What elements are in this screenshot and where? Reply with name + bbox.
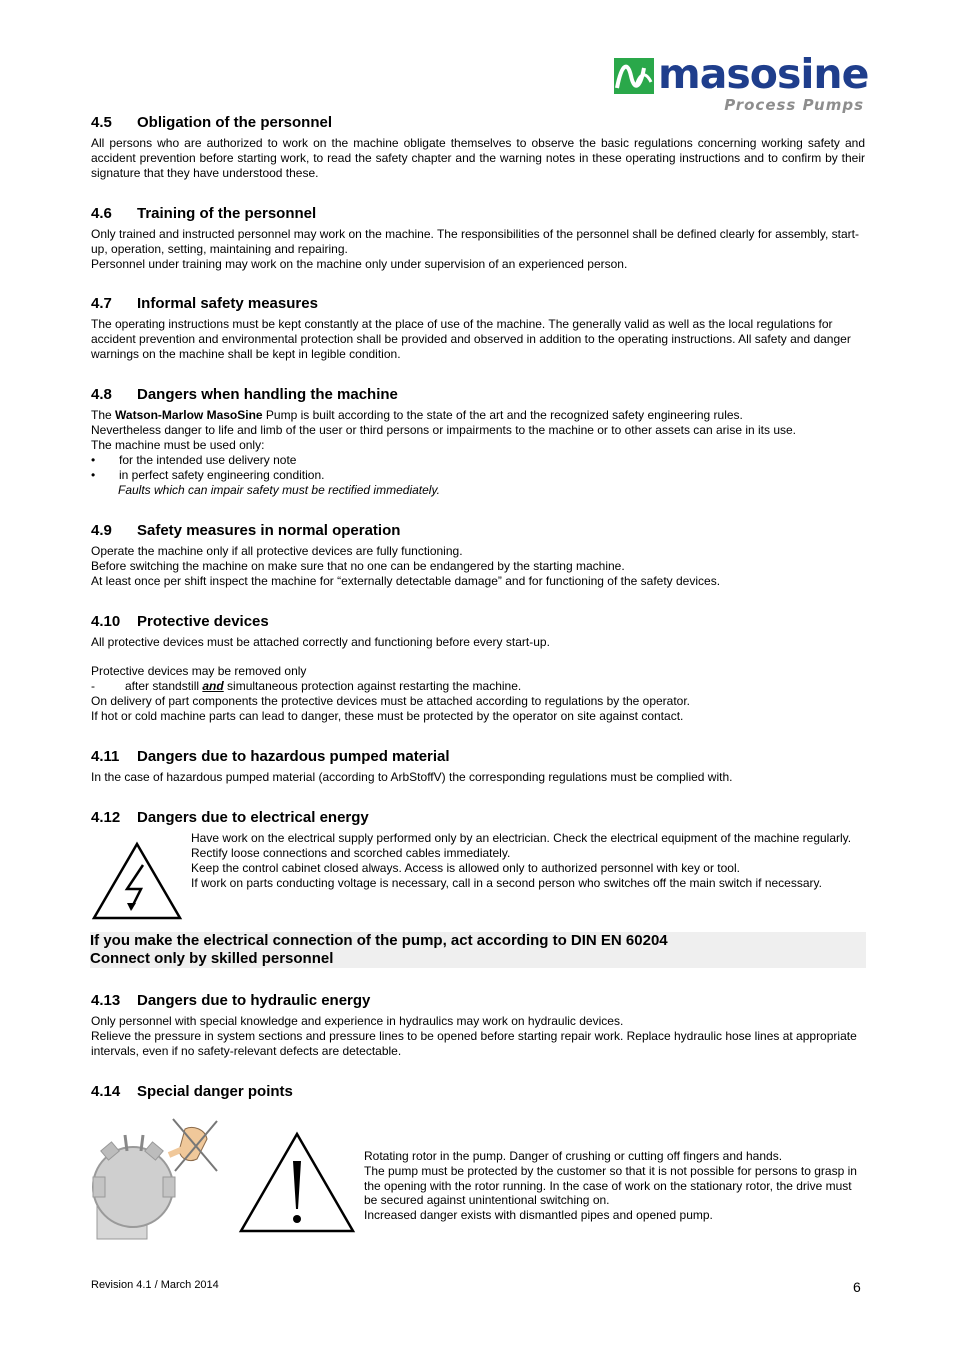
paragraph: All persons who are authorized to work on the machine obligate themselves to observe the basic regulations concerning working safety and accident prevention before starting work, to read the safety chapter and the warning notes in these operating instructions and to confirm by their signature that they have understood these. <box>91 136 865 180</box>
pump-hand-danger-icon <box>85 1115 225 1243</box>
paragraph: Protective devices may be removed only <box>91 664 307 679</box>
page-number: 6 <box>853 1279 861 1295</box>
paragraph: On delivery of part components the protective devices must be attached according to regulations by the operator. <box>91 694 691 709</box>
section-4-6 <box>91 205 865 272</box>
general-danger-warning-icon <box>237 1131 357 1241</box>
section-4-12 <box>91 809 865 968</box>
section-4-10 <box>91 613 865 725</box>
list-item: • for the intended use delivery note <box>91 452 297 467</box>
masosine-logo <box>614 50 869 116</box>
paragraph: Personnel under training may work on the machine only under supervision of an experienced person. <box>91 256 628 271</box>
electrical-warning-banner: If you make the electrical connection of the pump, act according to DIN EN 60204 Connect only by skilled personnel <box>90 932 866 968</box>
section-4-8 <box>91 386 865 498</box>
revision-footer: Revision 4.1 / March 2014 <box>91 1279 219 1291</box>
paragraph: Increased danger exists with dismantled pipes and opened pump. <box>364 1208 713 1223</box>
paragraph: The Watson-Marlow MasoSine Pump is built according to the state of the art and the recognized safety engineering rules. <box>91 408 743 423</box>
paragraph: Before switching the machine on make sure that no one can be endangered by the starting machine. <box>91 558 625 573</box>
paragraph: In the case of hazardous pumped material (according to ArbStoffV) the corresponding regulations must be complied with. <box>91 770 733 785</box>
section-heading: 4.11 Dangers due to hazardous pumped material <box>91 748 450 766</box>
paragraph: The machine must be used only: <box>91 437 265 452</box>
high-voltage-warning-icon <box>91 831 191 926</box>
paragraph: If hot or cold machine parts can lead to danger, these must be protected by the operator on site against contact. <box>91 709 684 724</box>
section-heading: 4.7 Informal safety measures <box>91 295 318 313</box>
paragraph: Relieve the pressure in system sections and pressure lines to be opened before starting repair work. Replace hydraulic hose lines at appropriate intervals, even if no safety-relevant defects are detectable. <box>91 1028 857 1058</box>
wave-logo-icon <box>614 58 654 94</box>
section-heading: 4.13 Dangers due to hydraulic energy <box>91 992 371 1010</box>
section-heading: 4.9 Safety measures in normal operation <box>91 521 401 539</box>
paragraph: Only personnel with special knowledge and experience in hydraulics may work on hydraulic devices. <box>91 1014 624 1029</box>
list-item: • in perfect safety engineering condition. <box>91 467 325 482</box>
paragraph: All protective devices must be attached correctly and functioning before every start-up. <box>91 634 550 649</box>
paragraph: Keep the control cabinet closed always. Access is allowed only to authorized personnel with key or tool. <box>191 860 740 875</box>
italic-note: Faults which can impair safety must be rectified immediately. <box>118 482 440 497</box>
section-heading: 4.10 Protective devices <box>91 612 269 630</box>
section-heading: 4.5 Obligation of the personnel <box>91 114 332 131</box>
section-heading: 4.14 Special danger points <box>91 1082 293 1100</box>
paragraph: Nevertheless danger to life and limb of the user or third persons or impairments to the machine or to other assets can arise in its use. <box>91 423 797 438</box>
section-4-7 <box>91 295 865 362</box>
list-item: - after standstill and simultaneous protection against restarting the machine. <box>91 679 522 694</box>
logo-subtitle: Process Pumps <box>724 96 864 114</box>
logo-wordmark: masosine <box>658 50 869 98</box>
paragraph: The pump must be protected by the customer so that it is not possible for persons to grasp in the opening with the rotor running. In the case of work on the stationary rotor, the drive must be secured against unintentional switching on. <box>364 1163 857 1208</box>
section-4-13 <box>91 992 865 1059</box>
paragraph: Rotating rotor in the pump. Danger of crushing or cutting off fingers and hands. <box>364 1148 783 1163</box>
section-4-5 <box>91 114 865 181</box>
paragraph: At least once per shift inspect the machine for “externally detectable damage” and for functioning of the safety devices. <box>91 573 721 588</box>
section-heading: 4.8 Dangers when handling the machine <box>91 386 398 404</box>
section-heading: 4.6 Training of the personnel <box>91 204 317 222</box>
section-4-14 <box>91 1083 865 1243</box>
section-4-9 <box>91 522 865 589</box>
section-heading: 4.12 Dangers due to electrical energy <box>91 809 369 827</box>
paragraph: Have work on the electrical supply performed only by an electrician. Check the electrical equipment of the machine regularly. Rectify loose connections and scorched cables immediately. <box>191 831 852 860</box>
section-4-11 <box>91 748 865 785</box>
document-body <box>91 114 865 1243</box>
paragraph: Only trained and instructed personnel may work on the machine. The responsibilities of the personnel shall be defined clearly for assembly, start-up, operation, setting, maintaining and repairing. <box>91 226 859 256</box>
paragraph: If work on parts conducting voltage is necessary, call in a second person who switches off the main switch if necessary. <box>191 875 822 890</box>
paragraph: The operating instructions must be kept constantly at the place of use of the machine. The generally valid as well as the local regulations for accident prevention and environmental protection shall be provided and observed in addition to the operating instructions. All safety and danger warnings on the machine shall be kept in legible condition. <box>91 317 851 362</box>
paragraph: Operate the machine only if all protective devices are fully functioning. <box>91 543 463 558</box>
